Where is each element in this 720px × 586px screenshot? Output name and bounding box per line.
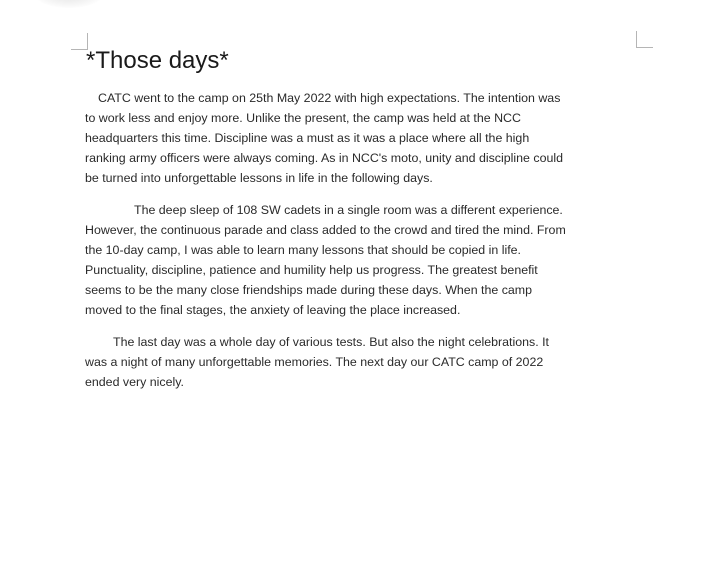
paragraph-2 <box>85 200 645 320</box>
paragraph-line: However, the continuous parade and class added to the crowd and tired the mind. From <box>85 223 566 237</box>
paragraph-line: the 10-day camp, I was able to learn many lessons that should be copied in life. <box>85 243 521 257</box>
paragraph-1 <box>85 88 645 188</box>
paragraph-3 <box>85 332 645 392</box>
paragraph-line: ended very nicely. <box>85 375 184 389</box>
paragraph-line: The deep sleep of 108 SW cadets in a single room was a different experience. <box>134 203 563 217</box>
paragraph-line: ranking army officers were always coming. As in NCC's moto, unity and discipline could <box>85 151 564 165</box>
paragraph-line: Punctuality, discipline, patience and humility help us progress. The greatest benefit <box>85 263 538 277</box>
paragraph-line: moved to the final stages, the anxiety of leaving the place increased. <box>85 303 461 317</box>
paragraph-line: headquarters this time. Discipline was a must as it was a place where all the high <box>85 131 530 145</box>
paragraph-line: CATC went to the camp on 25th May 2022 with high expectations. The intention was <box>98 91 561 105</box>
paragraph-line: be turned into unforgettable lessons in life in the following days. <box>85 171 433 185</box>
document-title: *Those days* <box>86 47 229 74</box>
paragraph-line: was a night of many unforgettable memories. The next day our CATC camp of 2022 <box>85 355 544 369</box>
paragraph-line: to work less and enjoy more. Unlike the present, the camp was held at the NCC <box>85 111 521 125</box>
paragraph-line: The last day was a whole day of various tests. But also the night celebrations. It <box>113 335 549 349</box>
page-shadow <box>34 0 104 8</box>
document-body[interactable] <box>85 46 645 404</box>
paragraph-line: seems to be the many close friendships made during these days. When the camp <box>85 283 532 297</box>
